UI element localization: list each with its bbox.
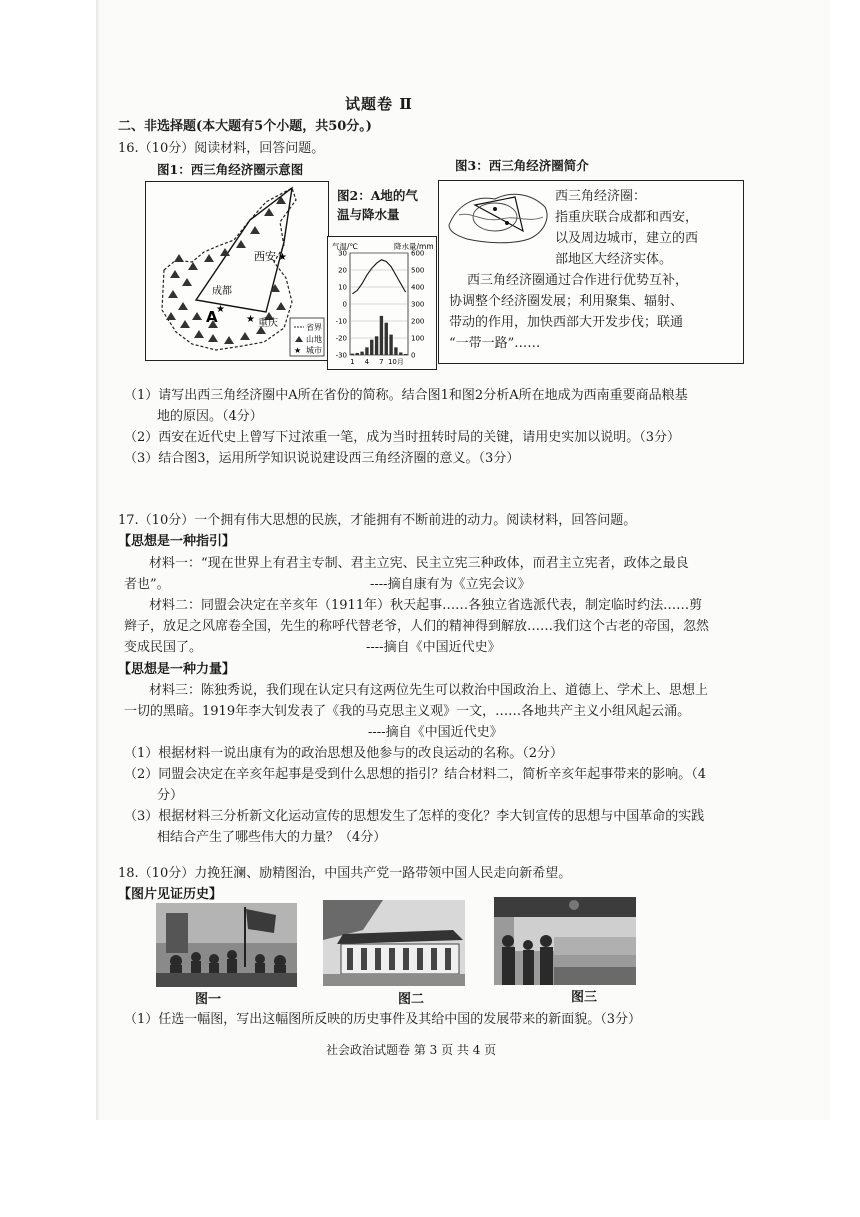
material2-source: ----摘自《中国近代史》 xyxy=(366,640,501,655)
q18-heading: 【图片见证历史】 xyxy=(118,887,223,902)
material2-line1: 材料二：同盟会决定在辛亥年（1911年）秋天起事……各独立省选派代表，制定临时约法……剪 xyxy=(149,598,703,613)
precipitation-bar xyxy=(389,335,392,355)
intro-line: 部地区大经济实体。 xyxy=(555,252,673,267)
intro-line: 西三角经济圈： xyxy=(555,189,647,204)
q17-sub3-line1: （3）根据材料三分析新文化运动宣传的思想发生了怎样的变化？李大钊宣传的思想与中国革命的实践 xyxy=(124,809,705,824)
precipitation-bar xyxy=(394,347,397,355)
small-map-river xyxy=(459,214,543,220)
city-chengdu-star-icon: ★ xyxy=(216,304,225,315)
precipitation-bar xyxy=(360,352,363,355)
small-map-triangle xyxy=(475,197,523,231)
intro-paragraph-line: “一带一路”…… xyxy=(449,336,541,351)
x-tick-label: 10月 xyxy=(387,358,404,366)
y-right-tick-label: 200 xyxy=(411,317,425,326)
intro-line: 指重庆联合成都和西安， xyxy=(555,210,699,225)
page-title: 试题卷 Ⅱ xyxy=(345,95,413,113)
q17-stem: 17.（10分）一个拥有伟大思想的民族，才能拥有不断前进的动力。阅读材料，回答问题。 xyxy=(118,513,637,528)
material1-line1: 材料一：“现在世界上有君主专制、君主立宪、民主立宪三种政体，而君主立宪者，政体之最良 xyxy=(149,556,689,571)
y-left-tick-label: 0 xyxy=(342,300,347,309)
material3-source: ----摘自《中国近代史》 xyxy=(368,725,503,740)
material1-line2: 者也”。 xyxy=(124,577,170,592)
q17-heading-power: 【思想是一种力量】 xyxy=(118,662,236,677)
historical-photo-3 xyxy=(494,897,636,985)
q16-sub2: （2）西安在近代史上曾写下过浓重一笔，成为当时扭转时局的关键，请用史实加以说明。（3分） xyxy=(124,430,681,445)
photo3-drawing xyxy=(494,897,636,985)
small-map-outline xyxy=(449,194,547,242)
q17-sub2-line1: （2）同盟会决定在辛亥年起事是受到什么思想的指引？结合材料二，简析辛亥年起事带来的影响。（4 xyxy=(124,767,707,782)
y-right-ticks xyxy=(411,250,424,360)
fig1-caption: 图1：西三角经济圈示意图 xyxy=(157,162,304,177)
page-footer: 社会政治试题卷 第 3 页 共 4 页 xyxy=(326,1043,497,1057)
q16-sub1-line1: （1）请写出西三角经济圈中A所在省份的简称。结合图1和图2分析A所在地成为西南重要商品粮基 xyxy=(124,388,688,403)
intro-line: 以及周边城市，建立的西 xyxy=(555,231,699,246)
precipitation-bar xyxy=(351,354,354,355)
precipitation-bar xyxy=(380,316,383,355)
city-xian-star-icon: ★ xyxy=(278,252,287,263)
material3-line1: 材料三：陈独秀说，我们现在认定只有这两位先生可以救治中国政治上、道德上、学术上、思想上 xyxy=(149,683,709,698)
x-tick-label: 7 xyxy=(379,358,384,366)
small-map-city-dot xyxy=(505,221,509,225)
fig2-caption-2: 温与降水量 xyxy=(337,207,400,222)
fig2-climate-chart xyxy=(327,236,437,370)
photo1-caption: 图一 xyxy=(195,992,222,1007)
city-xian-label: 西安 xyxy=(254,250,276,263)
precipitation-bar xyxy=(356,353,359,355)
y-right-tick-label: 300 xyxy=(411,300,425,309)
x-tick-labels xyxy=(350,358,404,366)
fig3-intro-box xyxy=(438,180,744,364)
photo2-caption: 图二 xyxy=(398,992,425,1007)
y-right-tick-label: 600 xyxy=(411,249,425,258)
climate-chart-svg xyxy=(328,237,436,369)
triangle-outline xyxy=(196,188,292,312)
x-tick-label: 4 xyxy=(364,358,370,366)
x-tick-label: 1 xyxy=(350,358,355,366)
q16-sub1-line2: 地的原因。（4分） xyxy=(157,409,263,424)
historical-photo-1 xyxy=(156,903,297,987)
material1-source: ----摘自康有为《立宪会议》 xyxy=(370,577,531,592)
material3-line2: 一切的黑暗。1919年李大钊发表了《我的马克思主义观》一文，……各地共产主义小组风起云涌。 xyxy=(124,704,691,719)
section-heading: 二、非选择题(本大题有5个小题，共50分。) xyxy=(118,119,372,134)
precipitation-bars xyxy=(351,316,408,355)
material2-line2: 辫子，放足之风席卷全国，先生的称呼代替老爷，人们的精神得到解放……我们这个古老的帝国，忽然 xyxy=(124,619,710,634)
precipitation-bar xyxy=(370,340,373,355)
q16-stem: 16.（10分）阅读材料，回答问题。 xyxy=(118,141,325,156)
precipitation-bar xyxy=(375,336,378,355)
precipitation-bar xyxy=(365,347,368,355)
material2-line3: 变成民国了。 xyxy=(124,640,203,655)
y-left-tick-label: -10 xyxy=(335,317,347,326)
y-right-tick-label: 100 xyxy=(411,334,425,343)
intro-paragraph-line: 协调整个经济圈发展；利用聚集、辐射、 xyxy=(449,294,684,309)
q17-sub3-line2: 相结合产生了哪些伟大的力量？（4分） xyxy=(157,830,387,845)
y-left-tick-label: 30 xyxy=(338,249,347,258)
y-left-ticks xyxy=(336,250,347,360)
precipitation-bar xyxy=(404,354,407,355)
fig3-caption: 图3：西三角经济圈简介 xyxy=(455,158,589,173)
fig3-small-map xyxy=(445,185,555,247)
y-left-axis-label: 气温/℃ xyxy=(332,242,358,251)
q17-sub1: （1）根据材料一说出康有为的政治思想及他参与的改良运动的名称。（2分） xyxy=(124,746,564,761)
precipitation-bar xyxy=(399,352,402,355)
grid-lines xyxy=(350,253,408,355)
temperature-curve xyxy=(352,260,405,294)
y-left-tick-label: -30 xyxy=(335,351,347,360)
y-right-tick-label: 500 xyxy=(411,266,425,275)
y-left-tick-label: 10 xyxy=(338,283,347,292)
region-a-label: A xyxy=(206,308,218,326)
historical-photo-2 xyxy=(323,900,465,986)
legend-item-city: 城市 xyxy=(306,346,322,355)
intro-paragraph-line: 西三角经济圈通过合作进行优势互补， xyxy=(467,273,689,288)
photo1-drawing xyxy=(156,903,297,987)
y-right-axis-label: 降水量/mm xyxy=(394,242,434,251)
q16-sub3: （3）结合图3，运用所学知识说说建设西三角经济圈的意义。（3分） xyxy=(124,451,520,466)
map-drawing xyxy=(146,182,328,360)
legend-item-mountain: 山地 xyxy=(306,335,322,344)
legend-item-boundary: 省界 xyxy=(306,323,322,332)
y-left-tick-label: 20 xyxy=(338,266,347,275)
fig1-map xyxy=(145,181,329,361)
q17-sub2-line2: 分） xyxy=(157,788,184,803)
intro-paragraph-line: 带动的作用，加快西部大开发步伐；联通 xyxy=(449,315,684,330)
city-chongqing-star-icon: ★ xyxy=(246,314,255,325)
y-right-tick-label: 400 xyxy=(411,283,425,292)
y-left-tick-label: -20 xyxy=(335,334,347,343)
q18-sub1: （1）任选一幅图，写出这幅图所反映的历史事件及其给中国的发展带来的新面貌。（3分） xyxy=(124,1012,642,1027)
legend-city-star-icon: ★ xyxy=(294,346,302,355)
photo3-caption: 图三 xyxy=(571,990,598,1005)
small-map-city-dot xyxy=(493,207,497,211)
city-chongqing-label: 重庆 xyxy=(258,318,278,329)
q18-stem: 18.（10分）力挽狂澜、励精图治，中国共产党一路带领中国人民走向新希望。 xyxy=(118,866,572,881)
precipitation-bar xyxy=(385,323,388,355)
y-right-tick-label: 0 xyxy=(411,351,416,360)
q17-heading-guidance: 【思想是一种指引】 xyxy=(118,534,236,549)
photo2-drawing xyxy=(323,900,465,986)
city-chengdu-label: 成都 xyxy=(212,286,232,297)
fig2-caption-1: 图2：A地的气 xyxy=(337,188,418,203)
